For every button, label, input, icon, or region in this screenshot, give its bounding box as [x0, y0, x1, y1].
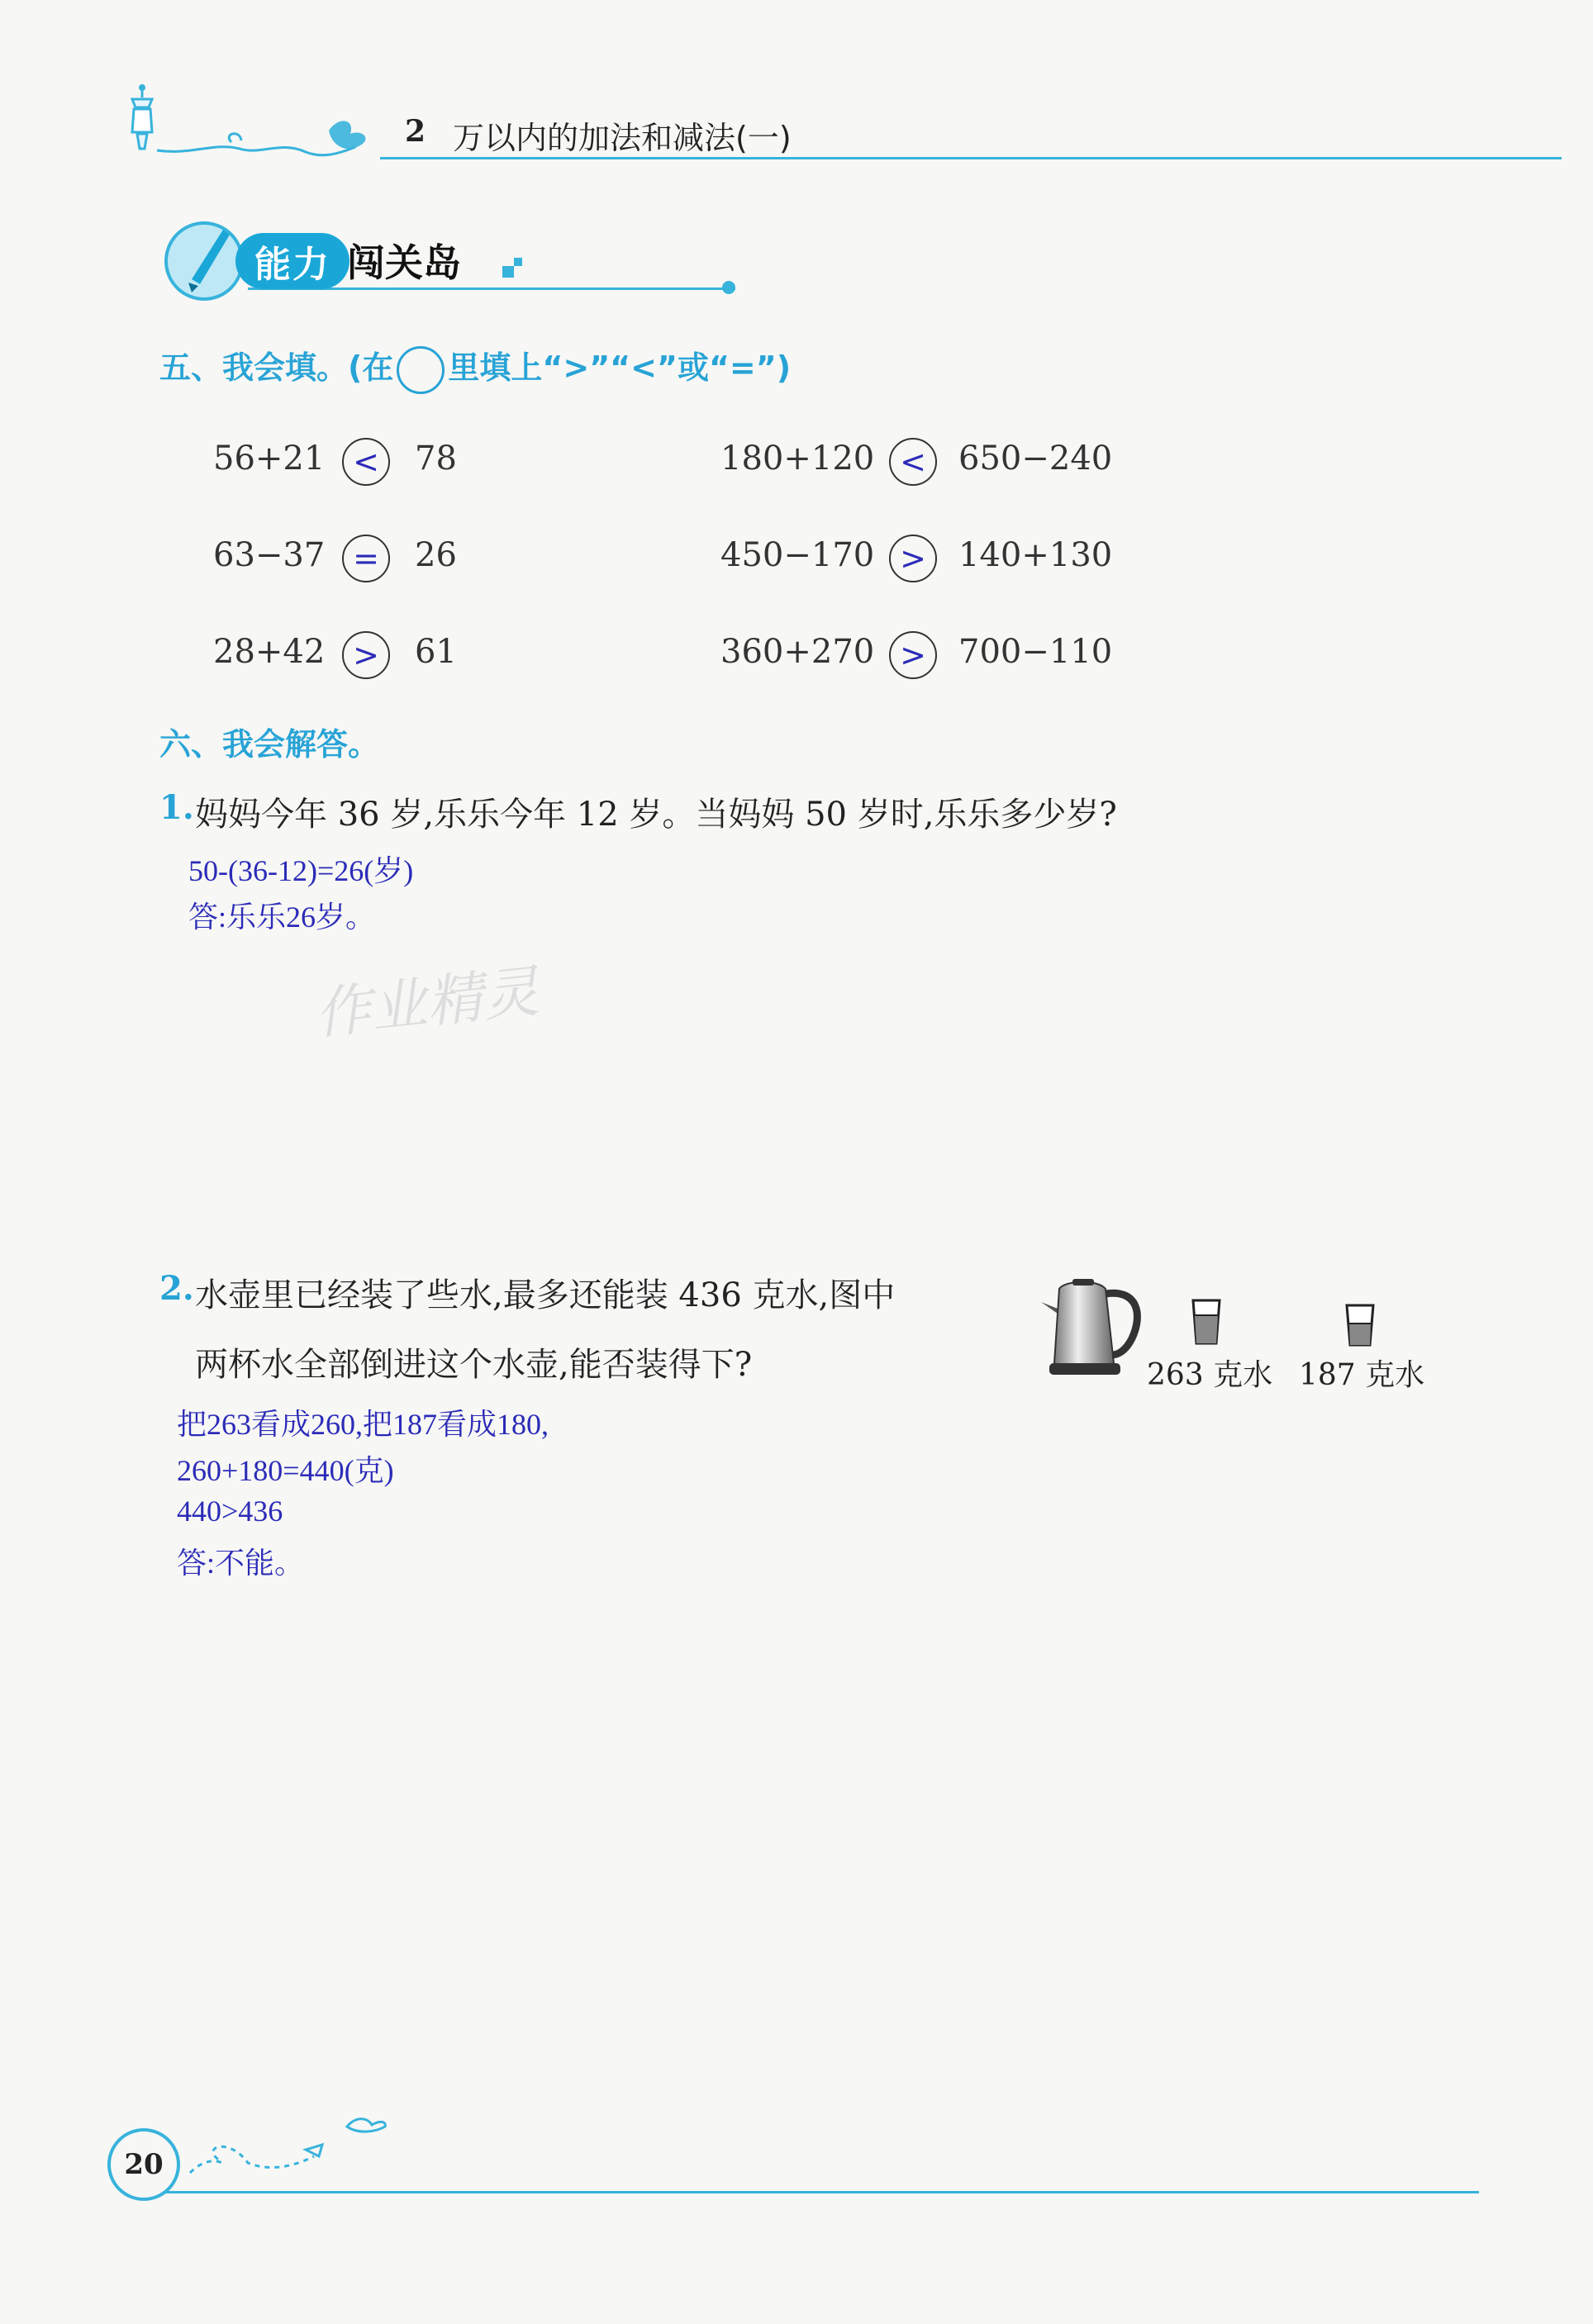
- section6-title: 六、我会解答。: [159, 726, 380, 763]
- cup2-label: 187 克水: [1299, 1358, 1425, 1392]
- bird-trail-decoration-icon: [182, 2098, 397, 2181]
- compare-left-expr: 63−37: [213, 536, 326, 574]
- question2-text-line1: 水壶里已经装了些水,最多还能装 436 克水,图中: [195, 1276, 896, 1314]
- cup-icon: [1343, 1302, 1377, 1348]
- page-number: 20: [107, 2128, 180, 2201]
- banner-square-decoration: [514, 258, 522, 266]
- question1-number: 1.: [159, 788, 194, 827]
- cup1-label: 263 克水: [1147, 1358, 1273, 1392]
- footer-divider: [140, 2191, 1479, 2193]
- watermark: 作业精灵: [311, 958, 543, 1048]
- compare-answer-circle[interactable]: >: [889, 535, 937, 582]
- compare-right-expr: 26: [415, 536, 457, 574]
- lamp-decoration-icon: [116, 83, 388, 165]
- question2-answer-line: 260+180=440(克): [177, 1454, 394, 1487]
- question1-text: 妈妈今年 36 岁,乐乐今年 12 岁。当妈妈 50 岁时,乐乐多少岁?: [195, 796, 1117, 834]
- chapter-number: 2: [405, 114, 426, 149]
- question1-answer-line: 50-(36-12)=26(岁): [188, 854, 414, 887]
- question2-answer-line: 答:不能。: [177, 1547, 305, 1580]
- section5-title-before: 五、我会填。(在: [159, 349, 394, 386]
- question2-answer-line: 把263看成260,把187看成180,: [177, 1408, 549, 1441]
- compare-answer-circle[interactable]: <: [342, 438, 390, 486]
- section-banner-title: 闯关岛: [347, 240, 461, 285]
- compare-right-expr: 61: [415, 633, 457, 671]
- compare-answer-circle[interactable]: =: [342, 535, 390, 582]
- compare-left-expr: 180+120: [720, 440, 875, 478]
- compare-right-expr: 650−240: [958, 440, 1113, 478]
- kettle-icon: [1039, 1272, 1147, 1388]
- compare-left-expr: 450−170: [720, 536, 875, 574]
- compare-answer-circle[interactable]: <: [889, 438, 937, 486]
- question1-answer-line: 答:乐乐26岁。: [188, 901, 376, 934]
- banner-square-decoration: [502, 266, 514, 278]
- compare-answer-circle[interactable]: >: [889, 631, 937, 679]
- section5-title: [159, 342, 791, 394]
- compare-left-expr: 360+270: [720, 633, 875, 671]
- compare-right-expr: 700−110: [958, 633, 1113, 671]
- section-pill: 能力: [235, 233, 350, 289]
- question2-answer-line: 440>436: [177, 1495, 283, 1528]
- compare-answer-circle[interactable]: >: [342, 631, 390, 679]
- compare-right-expr: 78: [415, 440, 457, 478]
- compare-right-expr: 140+130: [958, 536, 1113, 574]
- blank-circle-icon: [397, 346, 445, 394]
- compare-left-expr: 28+42: [213, 633, 326, 671]
- compare-left-expr: 56+21: [213, 440, 326, 478]
- question2-number: 2.: [159, 1269, 194, 1308]
- question2-text-line2: 两杯水全部倒进这个水壶,能否装得下?: [195, 1346, 753, 1384]
- chapter-title: 万以内的加法和减法(一): [453, 120, 792, 156]
- cup-icon: [1190, 1297, 1223, 1347]
- section5-title-after: 里填上“>”“<”或“=”): [448, 349, 792, 386]
- banner-dot: [722, 281, 735, 294]
- header-divider: [380, 157, 1562, 159]
